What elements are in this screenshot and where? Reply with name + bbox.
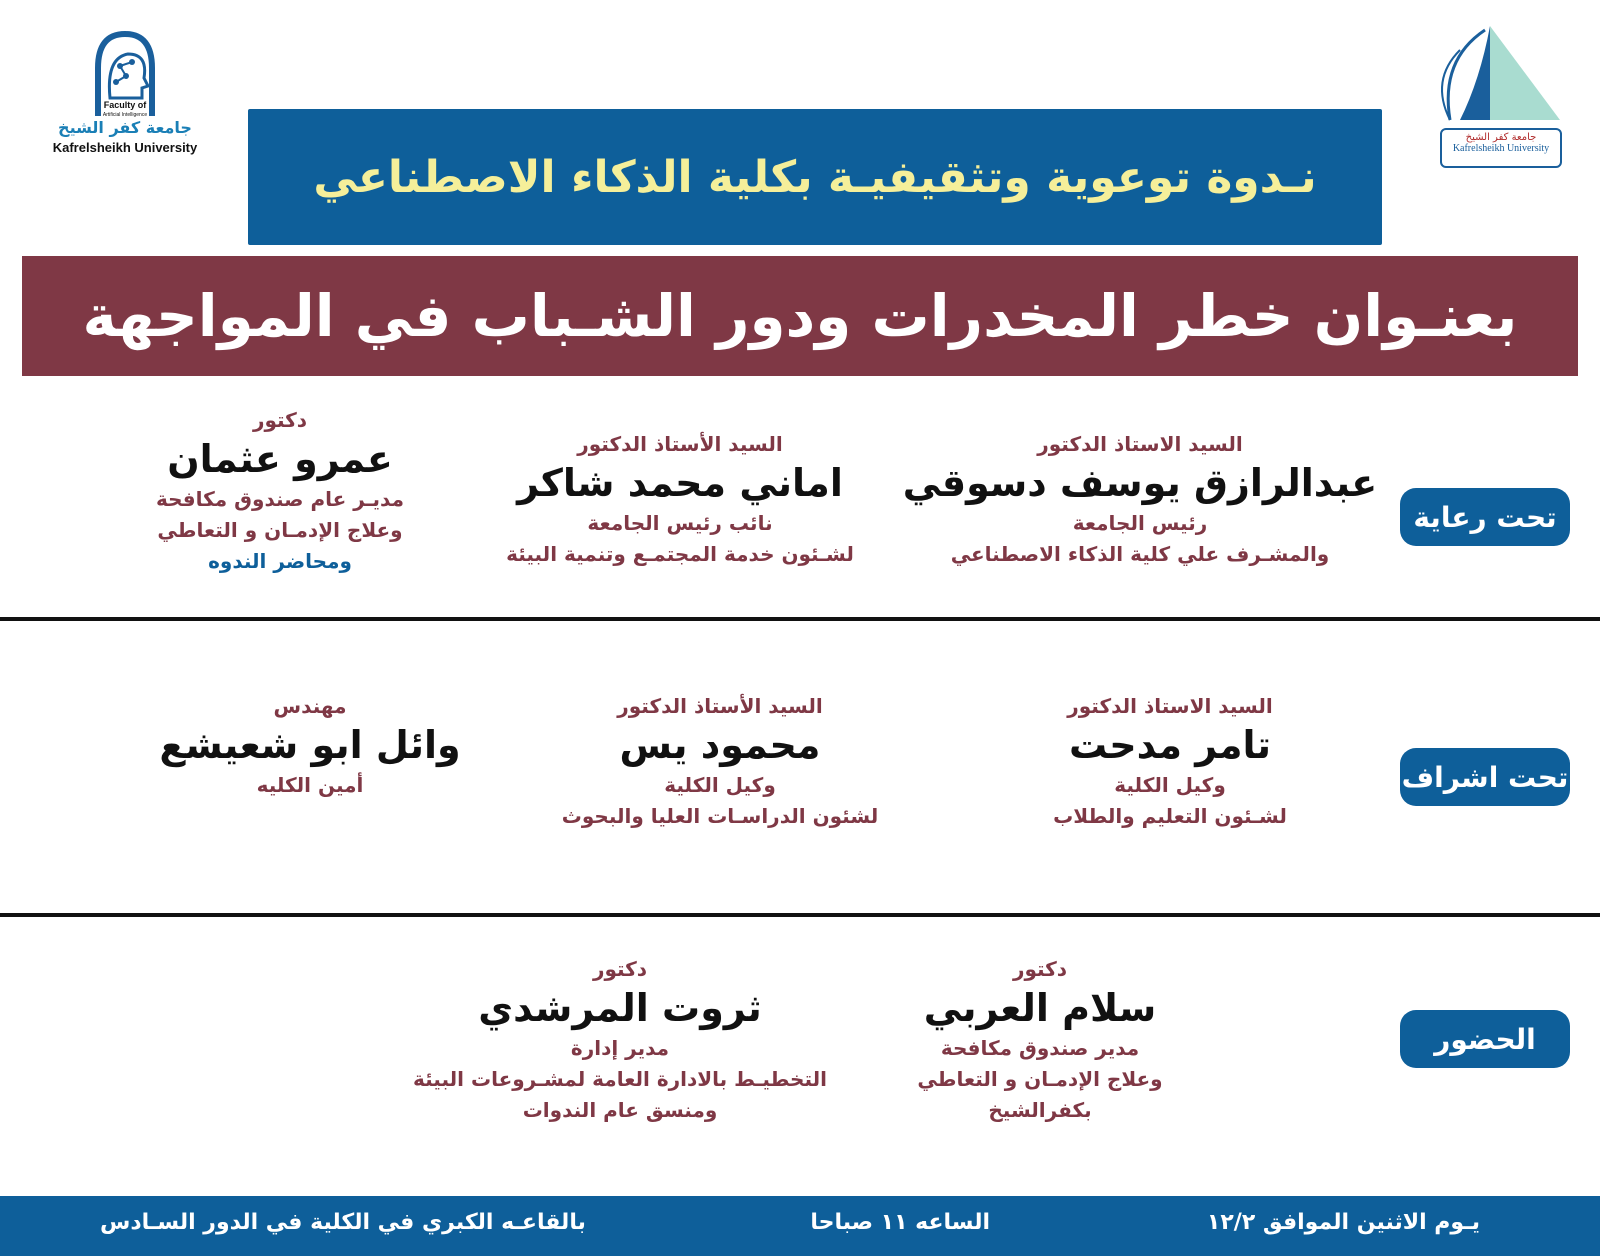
section-divider	[0, 617, 1600, 621]
faculty-logo	[40, 28, 210, 168]
faculty-en-line1: Faculty of	[103, 100, 147, 110]
person-name: اماني محمد شاكر	[517, 461, 843, 505]
person-title: السيد الاستاذ الدكتور	[1067, 694, 1273, 718]
person-title: السيد الأستاذ الدكتور	[617, 694, 823, 718]
seminar-subtitle-banner	[22, 256, 1578, 376]
person-role: وكيل الكلية	[1114, 773, 1226, 797]
footer-date: يـوم الاثنين الموافق ١٢/٢	[1206, 1210, 1480, 1235]
person-role: لشـئون خدمة المجتمـع وتنمية البيئة	[506, 542, 854, 566]
university-logo	[1420, 20, 1570, 170]
supervisor-2	[520, 692, 920, 832]
university-badge	[1440, 128, 1562, 168]
person-name: ثروت المرشدي	[478, 986, 762, 1030]
person-role: لشئون الدراسـات العليا والبحوث	[561, 804, 879, 828]
patron-3	[110, 406, 450, 577]
person-name: عمرو عثمان	[167, 437, 393, 481]
person-name: عبدالرازق يوسف دسوقي	[902, 461, 1378, 505]
section-divider	[0, 913, 1600, 917]
person-role: ومحاضر الندوه	[208, 549, 352, 573]
person-role: ومنسق عام الندوات	[522, 1098, 718, 1122]
person-role: مدير إدارة	[570, 1036, 670, 1060]
person-role: أمين الكليه	[256, 773, 364, 797]
person-role: بكفرالشيخ	[988, 1098, 1092, 1122]
university-logo-arabic: جامعة كفر الشيخ	[1465, 132, 1537, 143]
attendee-1	[880, 955, 1200, 1126]
supervision-label: تحت اشراف	[1400, 748, 1570, 806]
attendee-2	[380, 955, 860, 1126]
person-role: نائب رئيس الجامعة	[587, 511, 773, 535]
person-name: سلام العربي	[923, 986, 1157, 1030]
person-name: وائل ابو شعيشع	[159, 723, 461, 767]
person-role: مديـر عام صندوق مكافحة	[156, 487, 404, 511]
person-role: رئيس الجامعة	[1072, 511, 1208, 535]
person-title: السيد الاستاذ الدكتور	[1037, 432, 1243, 456]
patron-1	[900, 430, 1380, 570]
seminar-title: نـدوة توعوية وتثقيفيـة بكلية الذكاء الاصطناعي	[313, 151, 1317, 203]
supervisor-3	[130, 692, 490, 801]
seminar-title-banner	[248, 109, 1382, 245]
seminar-subtitle: بعنـوان خطر المخدرات ودور الشـباب في المواجهة	[82, 282, 1518, 350]
person-role: وعلاج الإدمـان و التعاطي	[157, 518, 403, 542]
person-name: تامر مدحت	[1068, 723, 1272, 767]
person-role: وعلاج الإدمـان و التعاطي	[917, 1067, 1163, 1091]
university-logo-english: Kafrelsheikh University	[1452, 143, 1550, 154]
supervisor-1	[990, 692, 1350, 832]
footer-time: الساعه ١١ صباحا	[810, 1210, 990, 1235]
person-title: دكتور	[1012, 957, 1068, 981]
person-name: محمود يس	[619, 723, 821, 767]
person-role: والمشـرف علي كلية الذكاء الاصطناعي	[950, 542, 1330, 566]
patron-2	[450, 430, 910, 570]
person-title: مهندس	[273, 694, 347, 718]
footer-location: بالقاعـه الكبري في الكلية في الدور السـادس	[100, 1210, 586, 1235]
patronage-label: تحت رعاية	[1400, 488, 1570, 546]
faculty-logo-english: Kafrelsheikh University	[52, 140, 198, 155]
person-title: السيد الأستاذ الدكتور	[577, 432, 783, 456]
person-title: دكتور	[592, 957, 648, 981]
person-role: وكيل الكلية	[664, 773, 776, 797]
attendance-label: الحضور	[1400, 1010, 1570, 1068]
person-title: دكتور	[252, 408, 308, 432]
person-role: مدير صندوق مكافحة	[940, 1036, 1140, 1060]
faculty-en-line2: Artificial Intelligence	[102, 112, 148, 118]
person-role: التخطيـط بالادارة العامة لمشـروعات البيئة	[413, 1067, 827, 1091]
sail-icon	[1420, 20, 1570, 130]
person-role: لشـئون التعليم والطلاب	[1053, 804, 1287, 828]
footer-bar	[0, 1196, 1600, 1256]
head-circuit-icon	[40, 28, 210, 118]
faculty-logo-arabic: جامعة كفر الشيخ	[58, 118, 192, 137]
